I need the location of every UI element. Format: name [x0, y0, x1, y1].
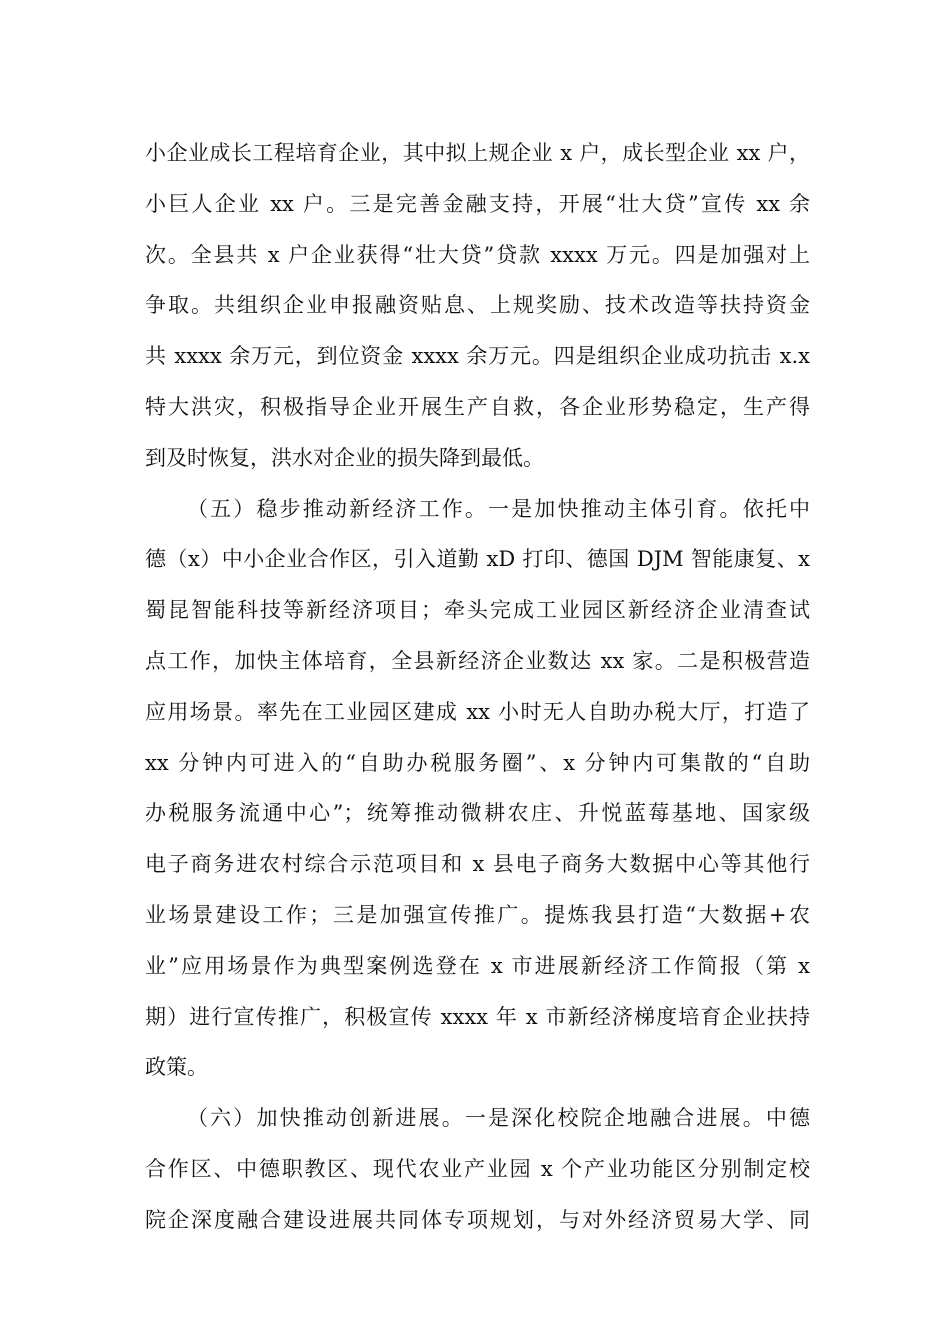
- text-line: 德（x）中小企业合作区，引入道勤 xD 打印、德国 DJM 智能康复、x: [145, 547, 810, 572]
- text-line: （五）稳步推动新经济工作。一是加快推动主体引育。依托中: [187, 496, 810, 521]
- text-line: （六）加快推动创新进展。一是深化校院企地融合进展。中德: [187, 1106, 810, 1131]
- text-line: 共 xxxx 余万元，到位资金 xxxx 余万元。四是组织企业成功抗击 x.x: [145, 344, 810, 369]
- body-text: [145, 128, 810, 1246]
- text-line: 点工作，加快主体培育，全县新经济企业数达 xx 家。二是积极营造: [145, 648, 810, 673]
- text-line: 办税服务流通中心”；统筹推动微耕农庄、升悦蓝莓基地、国家级: [145, 801, 810, 826]
- text-line: 业场景建设工作；三是加强宣传推广。提炼我县打造“大数据+农: [145, 902, 810, 927]
- text-line: 小巨人企业 xx 户。三是完善金融支持，开展“壮大贷”宣传 xx 余: [145, 191, 810, 216]
- text-line: 小企业成长工程培育企业，其中拟上规企业 x 户，成长型企业 xx 户，: [145, 141, 810, 165]
- paragraph-new-economy: [145, 484, 810, 1094]
- text-line: 合作区、中德职教区、现代农业产业园 x 个产业功能区分别制定校: [145, 1156, 810, 1181]
- paragraph-innovation: [145, 1093, 810, 1245]
- text-line: xx 分钟内可进入的“自助办税服务圈”、x 分钟内可集散的“自助: [145, 750, 810, 775]
- text-line: 蜀昆智能科技等新经济项目；牵头完成工业园区新经济企业清查试: [145, 598, 810, 623]
- text-line: 院企深度融合建设进展共同体专项规划，与对外经济贸易大学、同: [145, 1207, 810, 1232]
- text-line: 业”应用场景作为典型案例选登在 x 市进展新经济工作简报（第 x: [145, 953, 810, 978]
- text-line: 特大洪灾，积极指导企业开展生产自救，各企业形势稳定，生产得: [145, 394, 810, 419]
- text-line: 期）进行宣传推广，积极宣传 xxxx 年 x 市新经济梯度培育企业扶持: [145, 1004, 810, 1029]
- text-line: 政策。: [145, 1055, 208, 1080]
- text-line: 电子商务进农村综合示范项目和 x 县电子商务大数据中心等其他行: [145, 852, 810, 877]
- text-line: 争取。共组织企业申报融资贴息、上规奖励、技术改造等扶持资金: [145, 293, 810, 318]
- text-line: 到及时恢复，洪水对企业的损失降到最低。: [145, 445, 544, 470]
- paragraph-enterprise-support: [145, 128, 810, 484]
- text-line: 次。全县共 x 户企业获得“壮大贷”贷款 xxxx 万元。四是加强对上: [145, 242, 810, 267]
- text-line: 应用场景。率先在工业园区建成 xx 小时无人自助办税大厅，打造了: [145, 699, 810, 724]
